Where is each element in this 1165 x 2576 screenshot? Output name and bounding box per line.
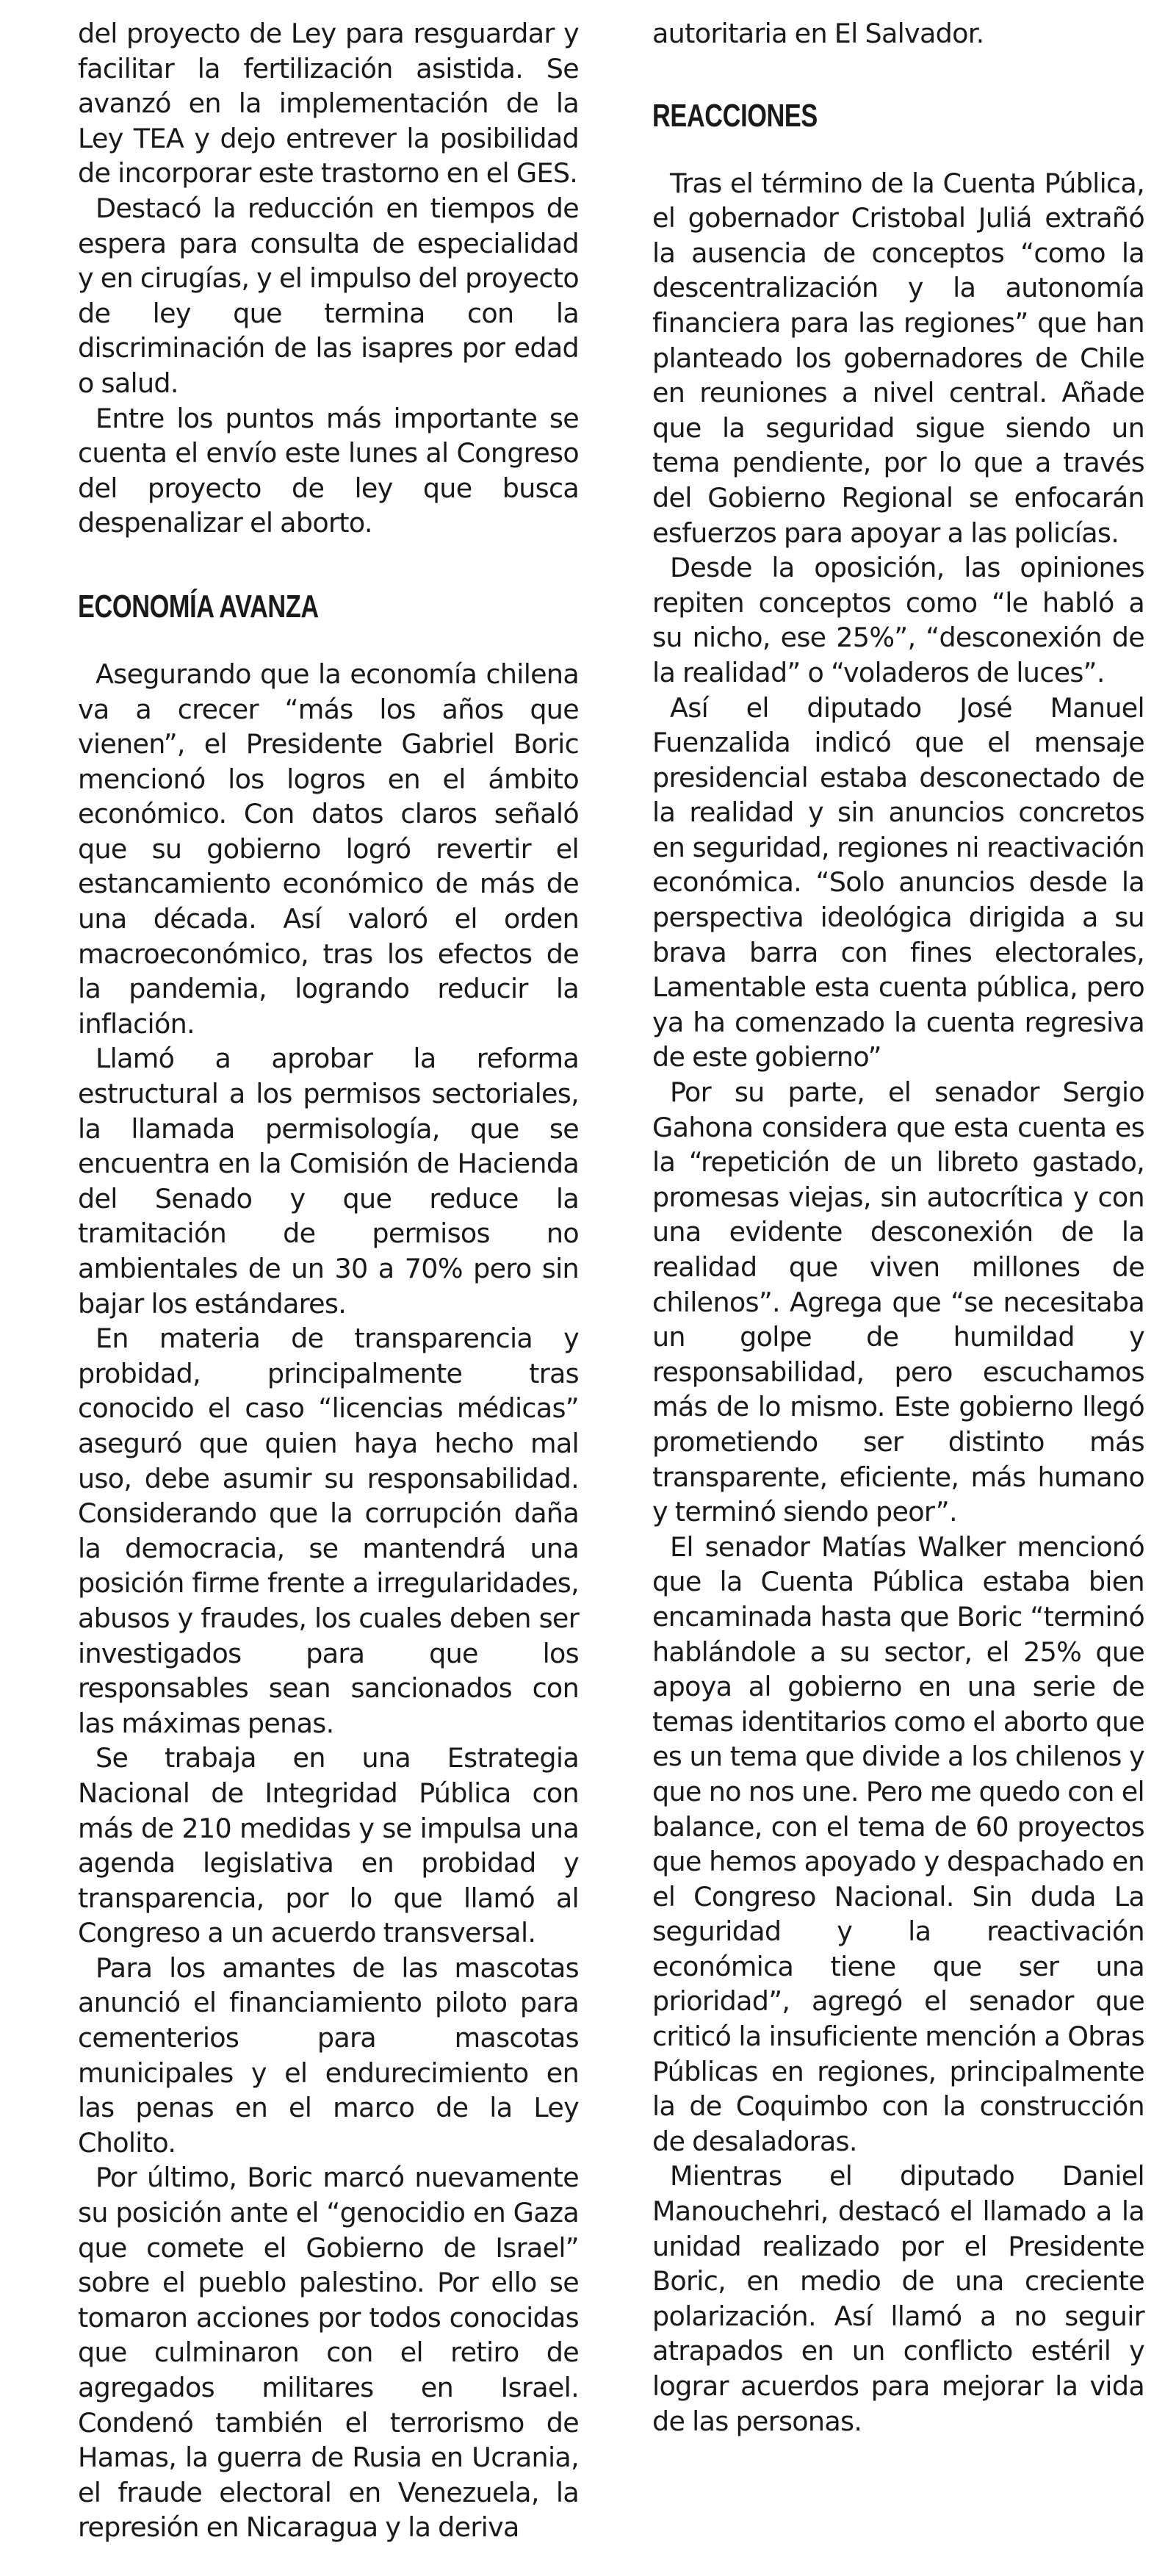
economia-paragraph-1: Asegurando que la economía chilena va a crecer “más los años que vienen”, el Presidente Gabriel Boric mencionó los logros en el ámbito económico. Con datos claros señaló que su gobierno logró revertir el estancamiento económico de más de una década. Así valoró el orden macroeconómico, tras los efectos de la pandemia, logrando reducir la inflación.: [78, 658, 579, 1040]
economia-paragraph-5: Para los amantes de las mascotas anunció el financiamiento piloto para cementerios para mascotas municipales y el endurecimiento en las penas en el marco de la Ley Cholito.: [78, 1951, 579, 2159]
economia-heading: ECONOMÍA AVANZA: [78, 588, 319, 625]
economia-paragraph-4: Se trabaja en una Estrategia Nacional de Integridad Pública con más de 210 medidas y se impulsa una agenda legislativa en probidad y transparencia, por lo que llamó al Congreso a un acuerdo transversal.: [78, 1742, 579, 1949]
economia-paragraph-2: Llamó a aprobar la reforma estructural a los permisos sectoriales, la llamada permisología, que se encuentra en la Comisión de Hacienda del Senado y que reduce la tramitación de permisos no ambientales de un 30 a 70% pero sin bajar los estándares.: [78, 1043, 579, 1320]
reacciones-paragraph-6: Mientras el diputado Daniel Manouchehri, destacó el llamado a la unidad realizado por el Presidente Boric, en medio de una creciente polarización. Así llamó a no seguir atrapados en un conflicto estéril y lograr acuerdos para mejorar la vida de las personas.: [652, 2160, 1144, 2437]
reacciones-paragraph-1: Tras el término de la Cuenta Pública, el gobernador Cristobal Juliá extrañó la ausencia de conceptos “como la descentralización y la autonomía financiera para las regiones” que han planteado los gobernadores de Chile en reuniones a nivel central. Añade que la seguridad sigue siendo un tema pendiente, por lo que a través del Gobierno Regional se enfocarán esfuerzos para apoyar a las policías.: [652, 167, 1144, 549]
intro-paragraph-2: Destacó la reducción en tiempos de espera para consulta de especialidad y en cirugías, y el impulso del proyecto de ley que termina con la discriminación de las isapres por edad o salud.: [78, 192, 579, 399]
reacciones-paragraph-3: Así el diputado José Manuel Fuenzalida indicó que el mensaje presidencial estaba desconectado de la realidad y sin anuncios concretos en seguridad, regiones ni reactivación económica. “Solo anuncios desde la perspectiva ideológica dirigida a su brava barra con fines electorales, Lamentable esta cuenta pública, pero ya ha comenzado la cuenta regresiva de este gobierno”: [652, 691, 1144, 1073]
intro-paragraph-1: del proyecto de Ley para resguardar y facilitar la fertilización asistida. Se avanzó en la implementación de la Ley TEA y dejo entrever la posibilidad de incorporar este trastorno en el GES.: [78, 18, 579, 190]
reacciones-heading: REACCIONES: [652, 97, 818, 134]
economia-paragraph-6: Por último, Boric marcó nuevamente su posición ante el “genocidio en Gaza que comete el Gobierno de Israel” sobre el pueblo palestino. Por ello se tomaron acciones por todos conocidas que culminaron con el retiro de agregados militares en Israel. Condenó también el terrorismo de Hamas, la guerra de Rusia en Ucrania, el fraude electoral en Venezuela, la represión en Nicaragua y la deriva: [78, 2162, 579, 2544]
left-column: [78, 16, 579, 2545]
right-column: [652, 16, 1144, 2439]
reacciones-paragraph-5: El senador Matías Walker mencionó que la Cuenta Pública estaba bien encaminada hasta que Boric “terminó hablándole a su sector, el 25% que apoya al gobierno en una serie de temas identitarios como el aborto que es un tema que divide a los chilenos y que no nos une. Pero me quedo con el balance, con el tema de 60 proyectos que hemos apoyado y despachado en el Congreso Nacional. Sin duda La seguridad y la reactivación económica tiene que ser una prioridad”, agregó el senador que criticó la insuficiente mención a Obras Públicas en regiones, principalmente la de Coquimbo con la construcción de desaladoras.: [652, 1530, 1144, 2157]
reacciones-paragraph-4: Por su parte, el senador Sergio Gahona considera que esta cuenta es la “repetición de un libreto gastado, promesas viejas, sin autocrítica y con una evidente desconexión de la realidad que viven millones de chilenos”. Agrega que “se necesitaba un golpe de humildad y responsabilidad, pero escuchamos más de lo mismo. Este gobierno llegó prometiendo ser distinto más transparente, eficiente, más humano y terminó siendo peor”.: [652, 1076, 1144, 1528]
reacciones-paragraph-2: Desde la oposición, las opiniones repiten conceptos como “le habló a su nicho, ese 25%”, “desconexión de la realidad” o “voladeros de luces”.: [652, 552, 1144, 688]
continuation-line: autoritaria en El Salvador.: [652, 18, 984, 49]
economia-paragraph-3: En materia de transparencia y probidad, principalmente tras conocido el caso “licencias médicas” aseguró que quien haya hecho mal uso, debe asumir su responsabilidad. Considerando que la corrupción daña la democracia, se mantendrá una posición firme frente a irregularidades, abusos y fraudes, los cuales deben ser investigados para que los responsables sean sancionados con las máximas penas.: [78, 1323, 579, 1739]
intro-paragraph-3: Entre los puntos más importante se cuenta el envío este lunes al Congreso del proyecto de ley que busca despenalizar el aborto.: [78, 402, 579, 539]
